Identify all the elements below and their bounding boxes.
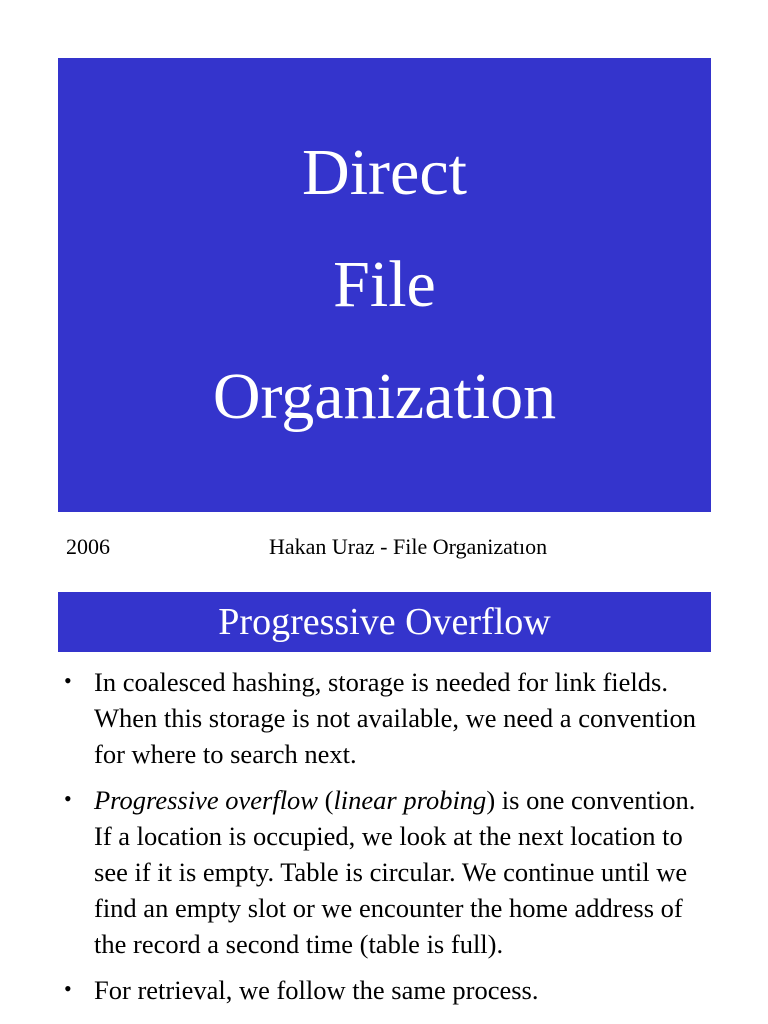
bullet-text: For retrieval, we follow the same process. — [94, 975, 539, 1005]
bullet-item — [60, 972, 710, 1008]
title-line-2: File — [333, 248, 436, 321]
footer-year: 2006 — [66, 534, 110, 559]
title-line-1: Direct — [302, 136, 467, 209]
bullet-item — [60, 782, 710, 962]
bullet-text: ) is one convention. If a location is occupied, we look at the next location to see if it is empty. Table is circular. We continue until we find an empty slot or we encounter the home address of the record a second time (table is full). — [94, 785, 696, 959]
bullet-term: Progressive overflow — [94, 785, 318, 815]
title-slide — [58, 58, 711, 512]
bullet-dot-icon: • — [64, 786, 72, 811]
bullet-paren: ( — [317, 785, 334, 815]
bullet-item — [60, 664, 710, 772]
bullet-dot-icon: • — [64, 668, 72, 693]
bullet-alt-term: linear probing — [333, 785, 487, 815]
slide-heading: Progressive Overflow — [58, 592, 711, 652]
bullet-dot-icon: • — [64, 976, 72, 1001]
bullet-list — [60, 664, 710, 1018]
title-line-3: Organization — [212, 360, 557, 433]
footer-author: Hakan Uraz - File Organizatıon — [269, 534, 548, 559]
bullet-text: In coalesced hashing, storage is needed for link fields. When this storage is not available, we need a convention for where to search next. — [94, 667, 696, 769]
